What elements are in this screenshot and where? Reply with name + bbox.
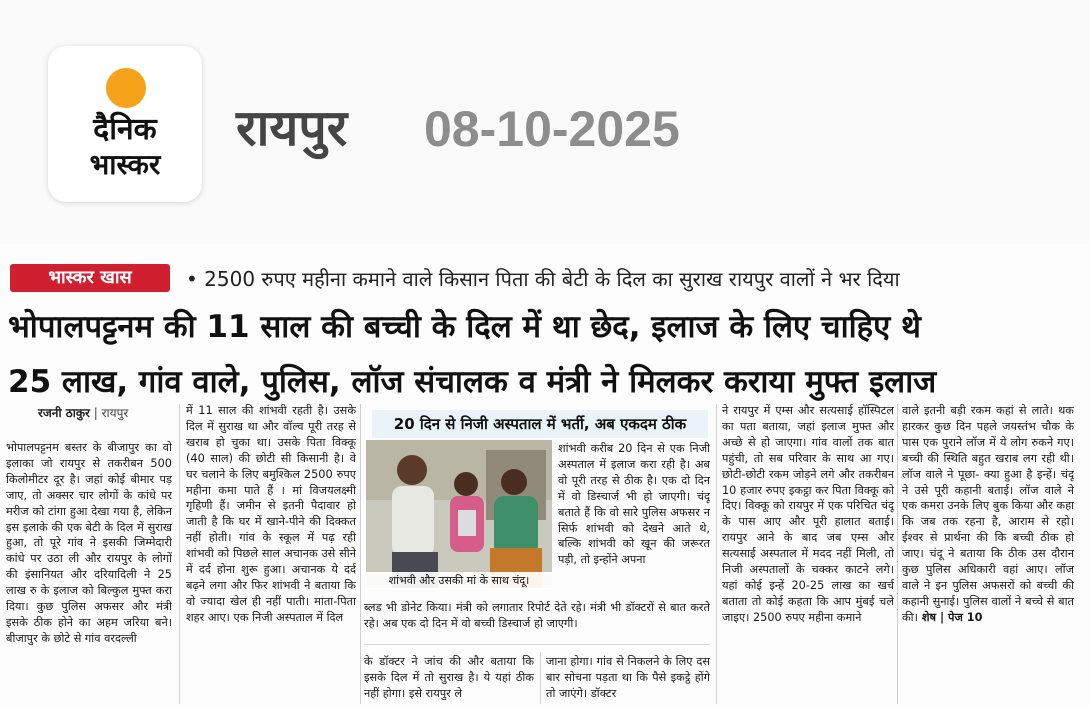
byline-place: | रायपुर	[89, 406, 129, 420]
column-3a-text: शांभवी करीब 20 दिन से एक निजी अस्पताल में इलाज करा रही है। अब वो पूरी तरह से ठीक है। एक दो दिन में वो डिस्चार्ज भी हो जाएगी। चंदू बताते हैं कि वो सारे पुलिस अफसर न सिर्फ शांभवी को देखने आते थे, बल्कि शांभवी को खून की जरूरत पड़ी, तो इन्होंने अपना	[558, 442, 710, 567]
column-divider	[179, 404, 180, 704]
article-column-4	[722, 403, 894, 705]
article-column-2	[186, 403, 356, 705]
headline-line-2: 25 लाख, गांव वाले, पुलिस, लॉज संचालक व मंत्री ने मिलकर कराया मुफ्त इलाज	[8, 364, 937, 400]
sun-icon	[106, 68, 146, 108]
edition-city: रायपुर	[236, 99, 348, 157]
column-divider	[360, 404, 361, 704]
article-photo	[366, 440, 552, 588]
horizontal-divider	[364, 644, 710, 645]
continued-on-page: शेष | पेज 10	[917, 610, 983, 624]
column-3d-text: जाना होगा। गांव से निकलने के लिए दस बार सोचना पड़ता था कि पैसे इकट्ठे होंगे तो जाएंगे। डॉक्टर	[546, 655, 710, 700]
photo-headline: 20 दिन से निजी अस्पताल में भर्ती, अब एकदम ठीक	[372, 410, 708, 438]
column-divider	[716, 404, 717, 704]
column-4-text: ने रायपुर में एम्स और सत्यसाई हॉस्पिटल का पता बताया, जहां इलाज मुफ्त और अच्छे से हो जाएगा। गांव वालों तक बात पहुंची, तो सब परिवार के साथ आ गए। छोटी-छोटी रकम जोड़ने लगे और तकरीबन 10 हजार रुपए इकट्ठा कर पिता विक्कू को दिए। विक्कू को रायपुर में एक परिचित चंदू के पास आए और पूरी हालात बताई। रायपुर आने के बाद जब एम्स और सत्यसाई अस्पताल में मदद नहीं मिली, तो निजी अस्पतालों के चक्कर काटने लगे। यहां कोई इन्हें 20-25 लाख का खर्च बताता तो कोई कहता कि आप मुंबई चले जाइए। 2500 रुपए महीना कमाने	[722, 404, 894, 624]
article-column-5	[902, 403, 1074, 705]
logo-text-line2: भास्कर	[89, 148, 161, 181]
header-band	[0, 0, 1090, 244]
edition-date: 08-10-2025	[424, 101, 680, 157]
photo-caption: शांभवी और उसकी मां के साथ चंदू।	[366, 572, 552, 590]
article-column-3a	[558, 441, 710, 599]
article-kicker: • 2500 रुपए महीना कमाने वाले किसान पिता की बेटी के दिल का सुराख रायपुर वालों ने भर दिया	[186, 267, 900, 291]
article-headline	[8, 300, 1084, 410]
dainik-bhaskar-logo	[48, 46, 202, 202]
article-column-3b	[364, 600, 710, 636]
column-divider	[897, 404, 898, 704]
column-3c-text: के डॉक्टर ने जांच की और बताया कि इसके दिल में तो सुराख है। ये यहां ठीक नहीं होगा। इसे रायपुर ले	[364, 655, 534, 700]
article-column-3c	[364, 654, 534, 704]
column-2-text: में 11 साल की शांभवी रहती है। उसके दिल में सुराख था और वॉल्व पूरी तरह से खराब हो चुका था। उसके पिता विक्कू (40 साल) की छोटी सी किसानी है। वे घर चलाने के लिए बमुश्किल 2500 रुपए महीना कमा पाते हैं । मां विजयलक्ष्मी गृहिणी हैं। जमीन से इतनी पैदावार हो जाती है कि घर में खाने-पीने की दिक्कत नहीं होती। गांव के स्कूल में पढ़ रही शांभवी को पिछले साल अचानक उसे सीने में दर्द होना शुरू हुआ। अचानक ये दर्द बढ़ने लगा और फिर शांभवी ने बताया कि वो ज्यादा खेल ही नहीं पाती। माता-पिता शहर आए। एक निजी अस्पताल में दिल	[186, 404, 356, 624]
column-3b-text: ब्लड भी डोनेट किया। मंत्री को लगातार रिपोर्ट देते रहे। मंत्री भी डॉक्टरों से बात करते रहे। अब एक दो दिन में वो बच्ची डिस्चार्ज हो जाएगी।	[364, 601, 710, 630]
column-5-text: वाले इतनी बड़ी रकम कहां से लाते। थक हारकर कुछ दिन पहले जयस्तंभ चौक के पास एक पुराने लॉज में ये लोग रुकने गए। बच्ची की स्थिति बहुत खराब लग रही थी। लॉज वाले ने पूछा- क्या हुआ है इन्हें। चंदू ने उसे पूरी कहानी बताई। लॉज वाले ने एक कमरा उनके लिए बुक किया और कहा कि जब तक रहना है, आराम से रहो। ईश्वर से प्रार्थना की कि बच्ची ठीक हो जाए। चंदू ने बताया कि ठीक उस दौरान कुछ पुलिस अधिकारी वहां आए। लॉज वाले ने इन पुलिस अफसरों को बच्ची की कहानी सुनाई। पुलिस वालों ने बच्चे से बात की।	[902, 404, 1074, 624]
family-photo-illustration	[366, 440, 552, 588]
byline-author: रजनी ठाकुर	[38, 406, 90, 420]
logo-text-line1: दैनिक	[93, 112, 157, 147]
column-divider	[540, 652, 541, 704]
article-column-1	[6, 440, 172, 702]
article-column-3d	[546, 654, 710, 704]
byline	[38, 404, 128, 422]
column-1-text: भोपालपट्टनम बस्तर के बीजापुर का वो इलाका जो रायपुर से तकरीबन 500 किलोमीटर दूर है। जहां कोई बीमार पड़ जाए, तो अक्सर चार लोगों के कांधे पर मरीज को टांगा हुआ देखा गया है, लेकिन इस इलाके की एक बेटी के दिल में सुराख हुआ, तो पूरे गांव ने इसकी जिम्मेदारी कांधे पर उठा ली और रायपुर के लोगों की इंसानियत और दरियादिली ने 25 लाख रु के इलाज को बिल्कुल मुफ्त करा दिया। कुछ पुलिस अफसर और मंत्री इसके ठीक होने का अहम जरिया बने। बीजापुर के छोटे से गांव वरदल्ली	[6, 441, 172, 645]
headline-line-1: भोपालपट्टनम की 11 साल की बच्ची के दिल में था छेद, इलाज के लिए चाहिए थे	[8, 309, 921, 345]
section-badge: भास्कर खास	[10, 264, 170, 292]
